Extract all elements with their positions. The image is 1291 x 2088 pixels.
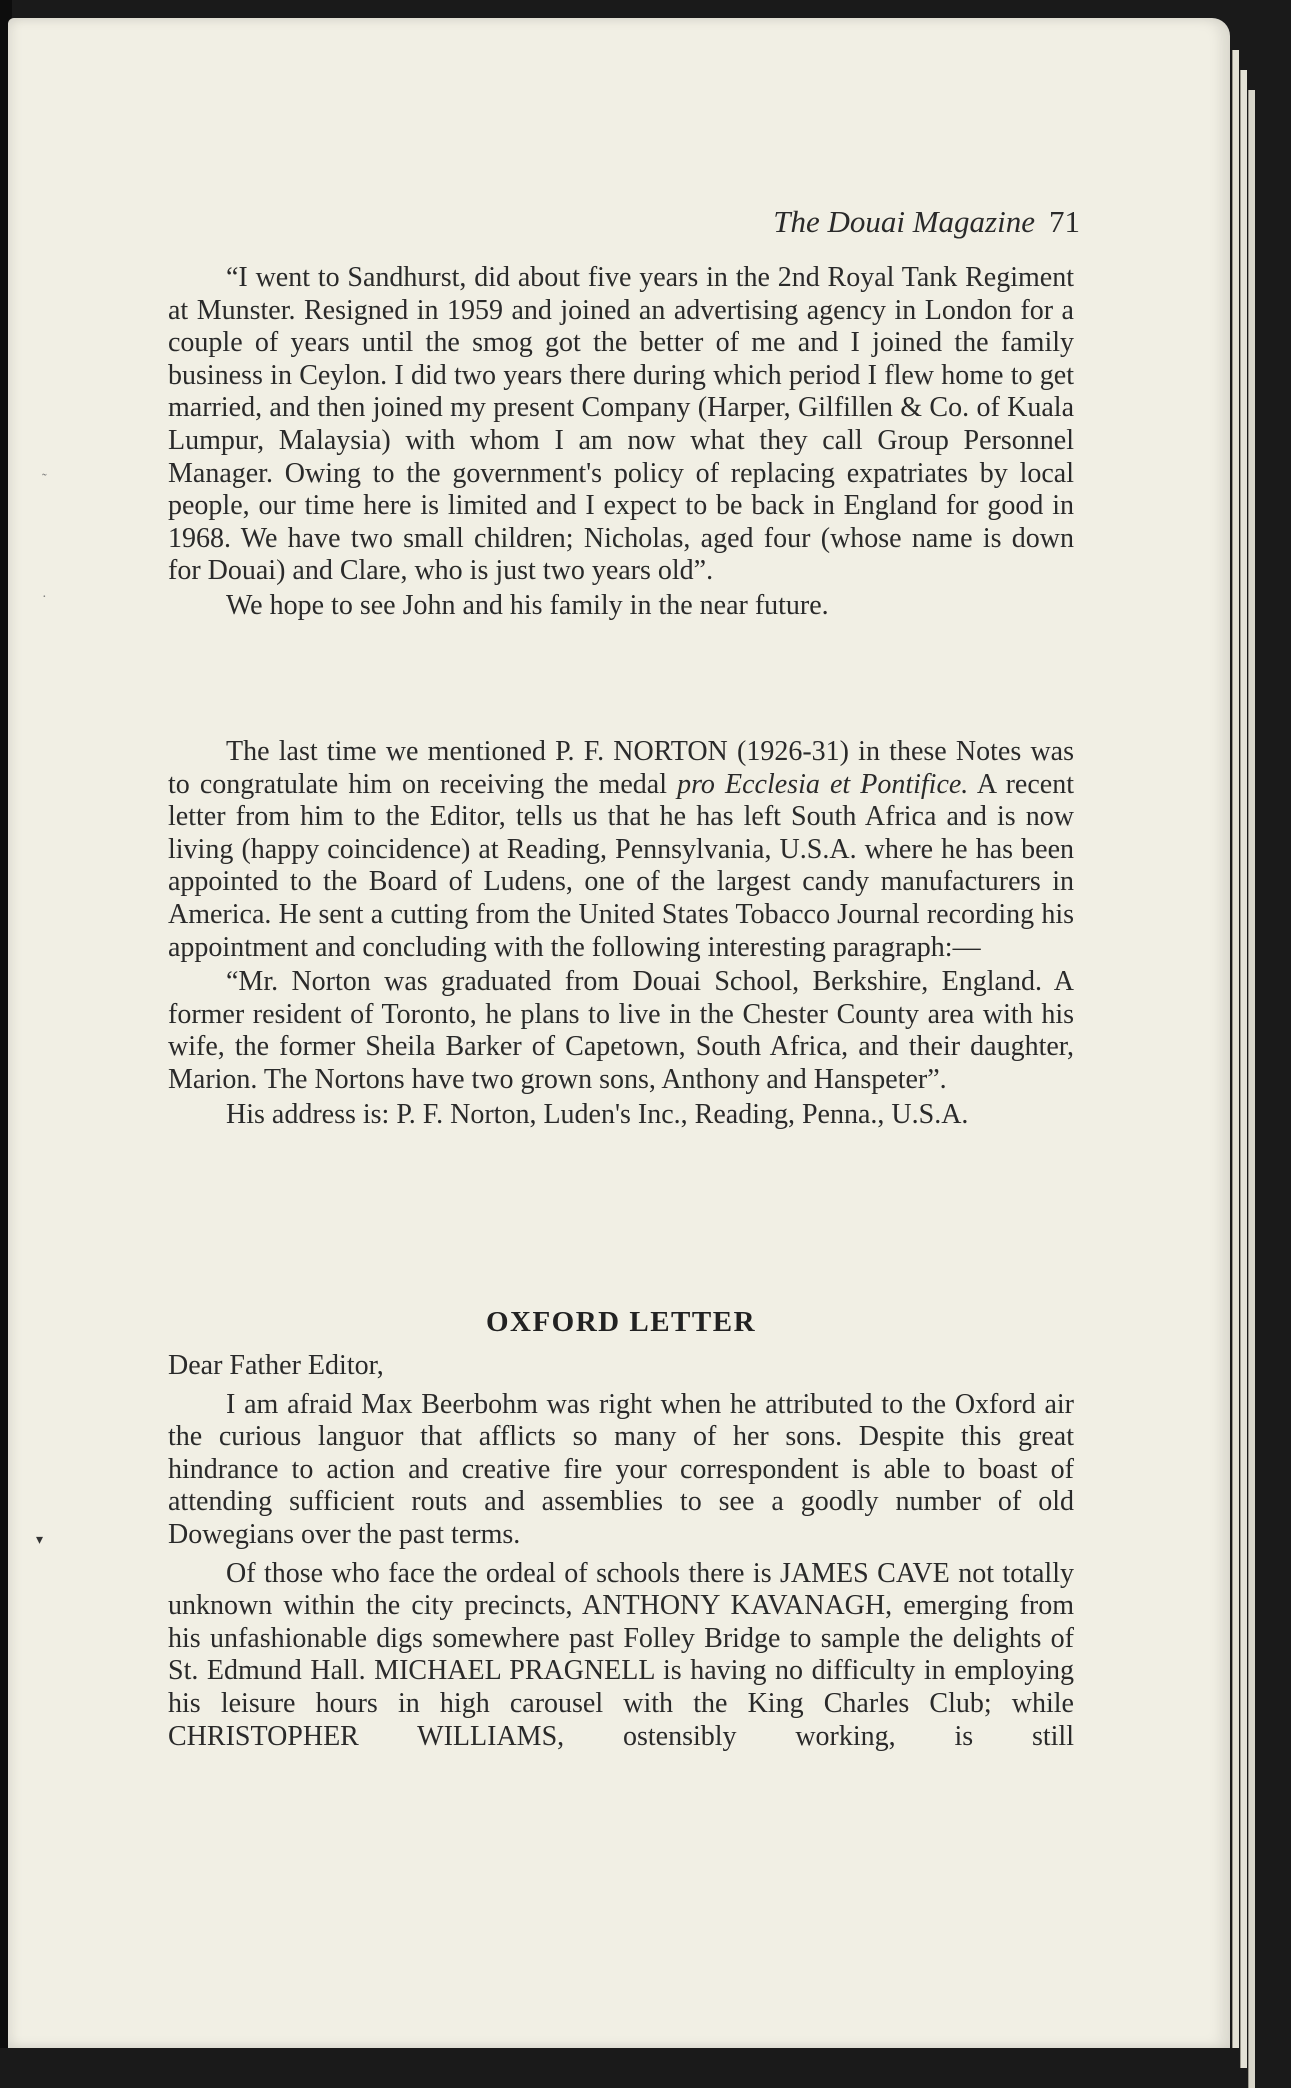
paragraph bbox=[168, 736, 1074, 964]
section-harper-letter bbox=[168, 262, 1074, 623]
paragraph-address: His address is: P. F. Norton, Luden's Inc., Reading, Penna., U.S.A. bbox=[226, 1098, 969, 1130]
magazine-title: The Douai Magazine bbox=[773, 204, 1035, 239]
section-norton-notes bbox=[168, 736, 1074, 1131]
salutation: Dear Father Editor, bbox=[168, 1350, 384, 1381]
margin-mark: · bbox=[42, 590, 47, 605]
paragraph-text: A recent letter from him to the Editor, tells us that he has left South Africa and is now living (happy coincidence) at Reading, Pennsylvania, U.S.A. where he has been appointed to the Board of Ludens, one of the largest candy manufacturers in America. He sent a cutting from the United States Tobacco Journal recording his appointment and concluding with the following interesting paragraph:— bbox=[168, 768, 1074, 963]
section-oxford-letter bbox=[168, 1350, 1074, 1753]
paragraph: We hope to see John and his family in the near future. bbox=[226, 589, 829, 621]
margin-mark: ˜ bbox=[42, 472, 47, 487]
paragraph-text: The last time we mentioned P. F. NORTON (1926-31) in these Notes was to congratulate him on receiving the medal bbox=[168, 736, 1074, 800]
page-edge bbox=[1240, 70, 1247, 2068]
paragraph: “I went to Sandhurst, did about five years in the 2nd Royal Tank Regiment at Munster. Resigned in 1959 and joined an advertising agency in London for a couple of years until the smog got the better of me and I joined the family business in Ceylon. I did two years there during which period I flew home to get married, and then joined my present Company (Harper, Gilfillen & Co. of Kuala Lumpur, Malaysia) with whom I am now what they call Group Personnel Manager. Owing to the government's policy of replacing expatriates by local people, our time here is limited and I expect to be back in England for good in 1968. We have two small children; Nicholas, aged four (whose name is down for Douai) and Clare, who is just two years old”. bbox=[168, 262, 1074, 587]
italic-latin: pro Ecclesia et Pontifice. bbox=[677, 768, 969, 800]
section-heading: OXFORD LETTER bbox=[485, 1306, 757, 1338]
page-edge bbox=[1248, 90, 1255, 2088]
paragraph: I am afraid Max Beerbohm was right when he attributed to the Oxford air the curious languor that afflicts so many of her sons. Despite this great hindrance to action and creative fire your correspondent is able to boast of attending sufficient routs and assemblies to see a goodly number of old Dowegians over the past terms. bbox=[168, 1388, 1074, 1550]
page-number: 71 bbox=[1049, 204, 1080, 239]
paragraph: Of those who face the ordeal of schools there is JAMES CAVE not totally unknown within the city precincts, ANTHONY KAVANAGH, emerging from his unfashionable digs somewhere past Folley Bridge to sample the delights of St. Edmund Hall. MICHAEL PRAGNELL is having no difficulty in employing his leisure hours in high carousel with the King Charles Club; while CHRISTOPHER WILLIAMS, ostensibly working, is still bbox=[168, 1557, 1074, 1752]
margin-arrow: ▾ bbox=[36, 1533, 44, 1548]
page-edge bbox=[1232, 50, 1239, 2048]
paragraph-quote: “Mr. Norton was graduated from Douai School, Berkshire, England. A former resident of Toronto, he plans to live in the Chester County area with his wife, the former Sheila Barker of Capetown, South Africa, and their daughter, Marion. The Nortons have two grown sons, Anthony and Hanspeter”. bbox=[168, 966, 1074, 1095]
running-header bbox=[700, 204, 1080, 240]
